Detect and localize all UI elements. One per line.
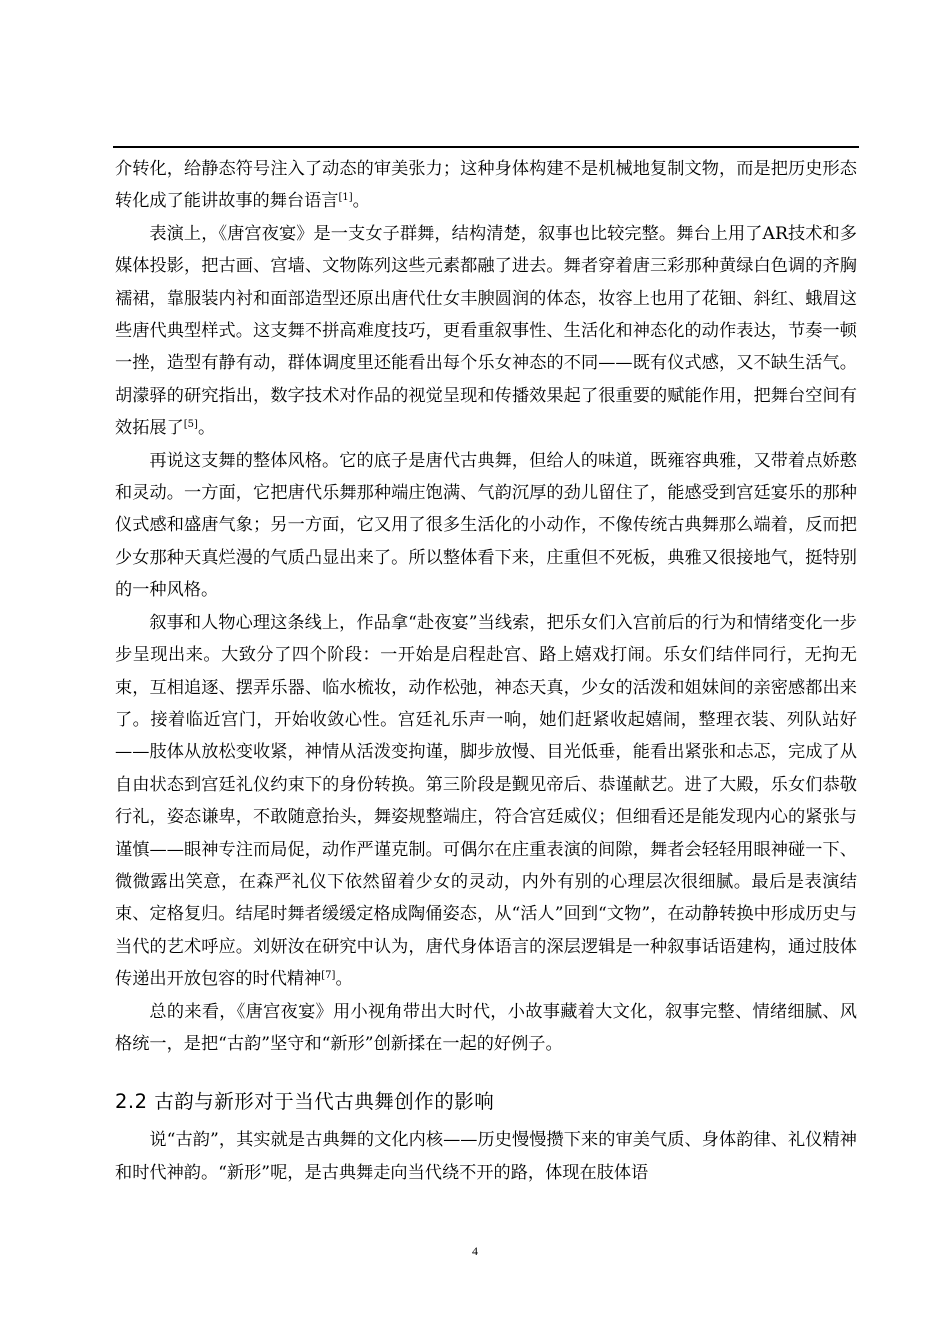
paragraphs-after (115, 1124, 857, 1189)
paragraph-text: 表演上，《唐宫夜宴》是一支女子群舞，结构清楚，叙事也比较完整。舞台上用了AR技术和多媒体投影，把古画、宫墙、文物陈列这些元素都融了进去。舞者穿着唐三彩那种黄绿白色调的齐胸襦裙，靠服装内衬和面部造型还原出唐代仕女丰腴圆润的体态，妆容上也用了花钿、斜红、蛾眉这些唐代典型样式。这支舞不拼高难度技巧，更看重叙事性、生活化和神态化的动作表达，节奏一顿一挫，造型有静有动，群体调度里还能看出每个乐女神态的不同——既有仪式感，又不缺生活气。胡濛驿的研究指出，数字技术对作品的视觉呈现和传播效果起了很重要的赋能作用，把舞台空间有效拓展了 (115, 223, 857, 439)
paragraph-end-punct: 。 (352, 191, 370, 212)
paragraph-text: 介转化，给静态符号注入了动态的审美张力；这种身体构建不是机械地复制文物，而是把历史形态转化成了能讲故事的舞台语言 (115, 159, 857, 212)
paragraph-end-punct: 。 (335, 969, 353, 990)
body-paragraph (115, 445, 857, 607)
header-rule (113, 146, 859, 148)
paragraphs-before (115, 153, 857, 1060)
body-paragraph (115, 218, 857, 445)
body-paragraph (115, 607, 857, 996)
citation-ref: [7] (321, 970, 336, 982)
section-heading: 2.2 古韵与新形对于当代古典舞创作的影响 (115, 1090, 495, 1114)
paragraph-text: 总的来看，《唐宫夜宴》用小视角带出大时代，小故事藏着大文化，叙事完整、情绪细腻、风格统一，是把“古韵”坚守和“新形”创新揉在一起的好例子。 (115, 1001, 857, 1054)
citation-ref: [5] (183, 419, 198, 431)
paragraph-end-punct: 。 (197, 418, 216, 439)
page-body (115, 153, 857, 1189)
paragraph-text: 说“古韵”，其实就是古典舞的文化内核——历史慢慢攒下来的审美气质、身体韵律、礼仪精神和时代神韵。“新形”呢，是古典舞走向当代绕不开的路，体现在肢体语 (115, 1130, 857, 1183)
paragraph-text: 再说这支舞的整体风格。它的底子是唐代古典舞，但给人的味道，既雍容典雅，又带着点娇憨和灵动。一方面，它把唐代乐舞那种端庄饱满、气韵沉厚的劲儿留住了，能感受到宫廷宴乐的那种仪式感和盛唐气象；另一方面，它又用了很多生活化的小动作，不像传统古典舞那么端着，反而把少女那种天真烂漫的气质凸显出来了。所以整体看下来，庄重但不死板，典雅又很接地气，挺特别的一种风格。 (115, 450, 857, 601)
body-paragraph (115, 153, 857, 218)
paragraph-text: 叙事和人物心理这条线上，作品拿“赴夜宴”当线索，把乐女们入宫前后的行为和情绪变化一步步呈现出来。大致分了四个阶段：一开始是启程赴宫、路上嬉戏打闹。乐女们结伴同行，无拘无束，互相追逐、摆弄乐器、临水梳妆，动作松弛，神态天真，少女的活泼和姐妹间的亲密感都出来了。接着临近宫门，开始收敛心性。宫廷礼乐声一响，她们赶紧收起嬉闹，整理衣装、列队站好——肢体从放松变收紧，神情从活泼变拘谨，脚步放慢、目光低垂，能看出紧张和忐忑，完成了从自由状态到宫廷礼仪约束下的身份转换。第三阶段是觐见帝后、恭谨献艺。进了大殿，乐女们恭敬行礼，姿态谦卑，不敢随意抬头，舞姿规整端庄，符合宫廷威仪；但细看还是能发现内心的紧张与谨慎——眼神专注而局促，动作严谨克制。可偶尔在庄重表演的间隙，舞者会轻轻用眼神碰一下、微微露出笑意，在森严礼仪下依然留着少女的灵动，内外有别的心理层次很细腻。最后是表演结束、定格复归。结尾时舞者缓缓定格成陶俑姿态，从“活人”回到“文物”，在动静转换中形成历史与当代的艺术呼应。刘妍汝在研究中认为，唐代身体语言的深层逻辑是一种叙事话语建构，通过肢体传递出开放包容的时代精神 (115, 612, 857, 990)
citation-ref: [1] (338, 192, 353, 204)
body-paragraph (115, 996, 857, 1061)
page-number: 4 (472, 1244, 478, 1258)
body-paragraph (115, 1124, 857, 1189)
